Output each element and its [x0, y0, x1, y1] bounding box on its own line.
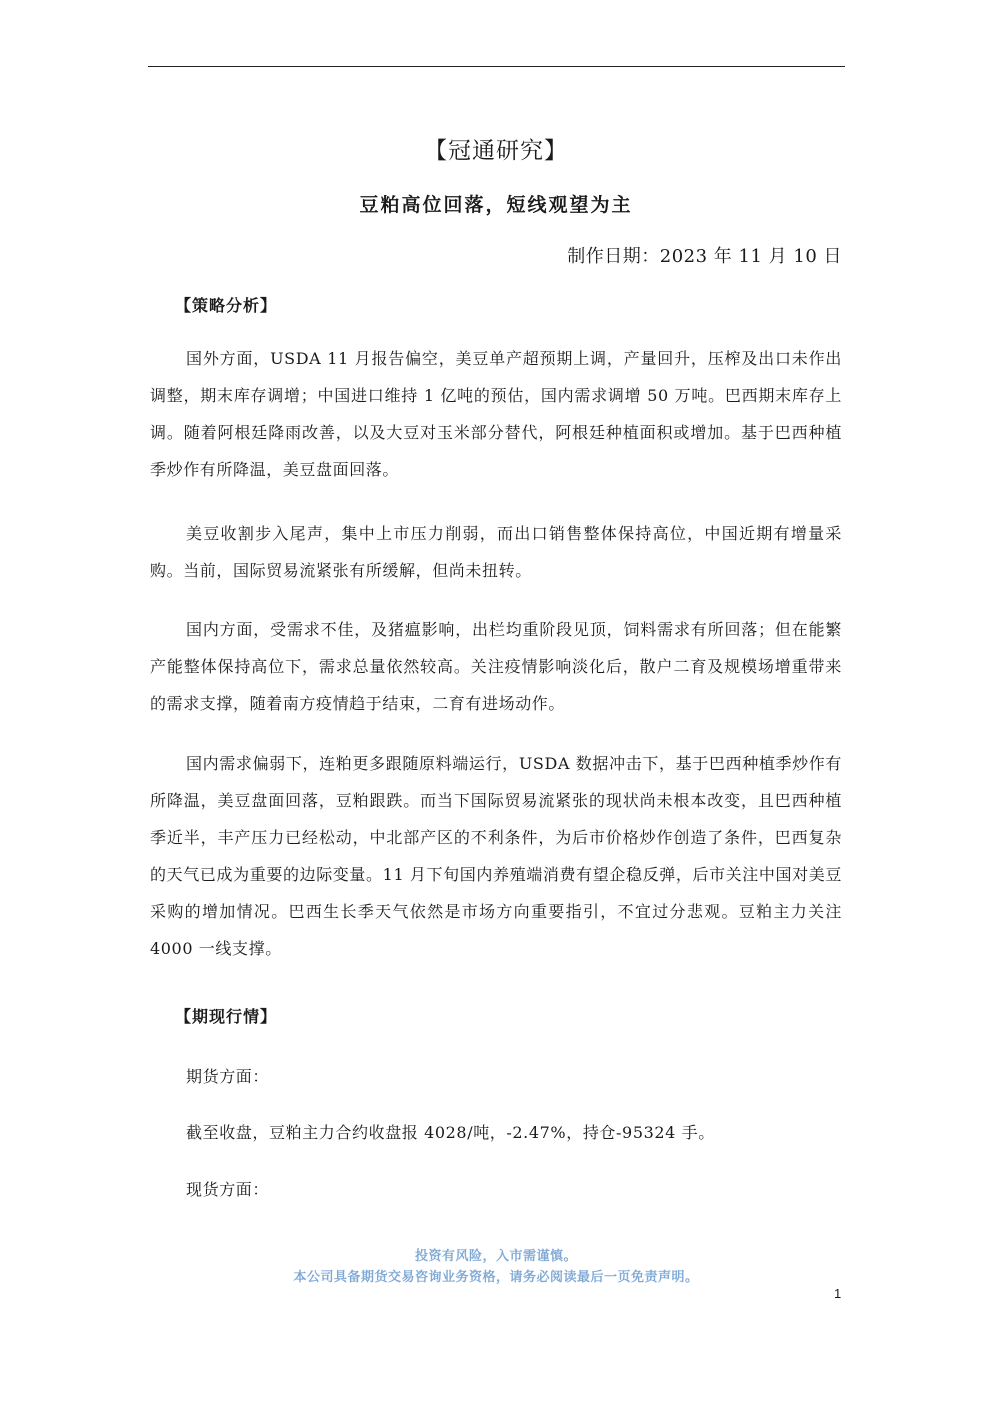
section-heading-market: 【期现行情】	[175, 1007, 278, 1026]
page-title: 豆粕高位回落，短线观望为主	[359, 194, 633, 216]
brand-heading: 【冠通研究】	[424, 138, 568, 164]
strategy-paragraph-1: 国外方面，USDA 11 月报告偏空，美豆单产超预期上调，产量回升，压榨及出口未作出调整，期末库存调增；中国进口维持 1 亿吨的预估，国内需求调增 50 万吨。巴西期末库存上调。随着阿根廷降雨改善，以及大豆对玉米部分替代，阿根廷种植面积或增加。基于巴西种植季炒作有所降温，美豆盘面回落。	[150, 349, 842, 479]
section-heading-strategy: 【策略分析】	[175, 296, 278, 315]
footer-disclaimer: 本公司具备期货交易咨询业务资格，请务必阅读最后一页免责声明。	[293, 1270, 699, 1285]
page-number: 1	[834, 1286, 842, 1301]
strategy-paragraph-4: 国内需求偏弱下，连粕更多跟随原料端运行，USDA 数据冲击下，基于巴西种植季炒作有所降温，美豆盘面回落，豆粕跟跌。而当下国际贸易流紧张的现状尚未根本改变，且巴西种植季近半，丰产压力已经松动，中北部产区的不利条件，为后市价格炒作创造了条件，巴西复杂的天气已成为重要的边际变量。11 月下旬国内养殖端消费有望企稳反弹，后市关注中国对美豆采购的增加情况。巴西生长季天气依然是市场方向重要指引，不宜过分悲观。豆粕主力关注 4000 一线支撑。	[150, 754, 842, 958]
spot-label: 现货方面：	[186, 1180, 270, 1199]
report-date: 制作日期：2023 年 11 月 10 日	[567, 246, 842, 267]
futures-label: 期货方面：	[186, 1067, 270, 1086]
strategy-paragraph-3: 国内方面，受需求不佳，及猪瘟影响，出栏均重阶段见顶，饲料需求有所回落；但在能繁产能整体保持高位下，需求总量依然较高。关注疫情影响淡化后，散户二育及规模场增重带来的需求支撑，随着南方疫情趋于结束，二育有进场动作。	[150, 620, 842, 713]
header-rule	[148, 66, 845, 67]
footer-risk-warning: 投资有风险，入市需谨慎。	[414, 1249, 577, 1264]
strategy-paragraph-2: 美豆收割步入尾声，集中上市压力削弱，而出口销售整体保持高位，中国近期有增量采购。当前，国际贸易流紧张有所缓解，但尚未扭转。	[150, 524, 842, 580]
futures-text: 截至收盘，豆粕主力合约收盘报 4028/吨，-2.47%，持仓-95324 手。	[186, 1123, 715, 1142]
